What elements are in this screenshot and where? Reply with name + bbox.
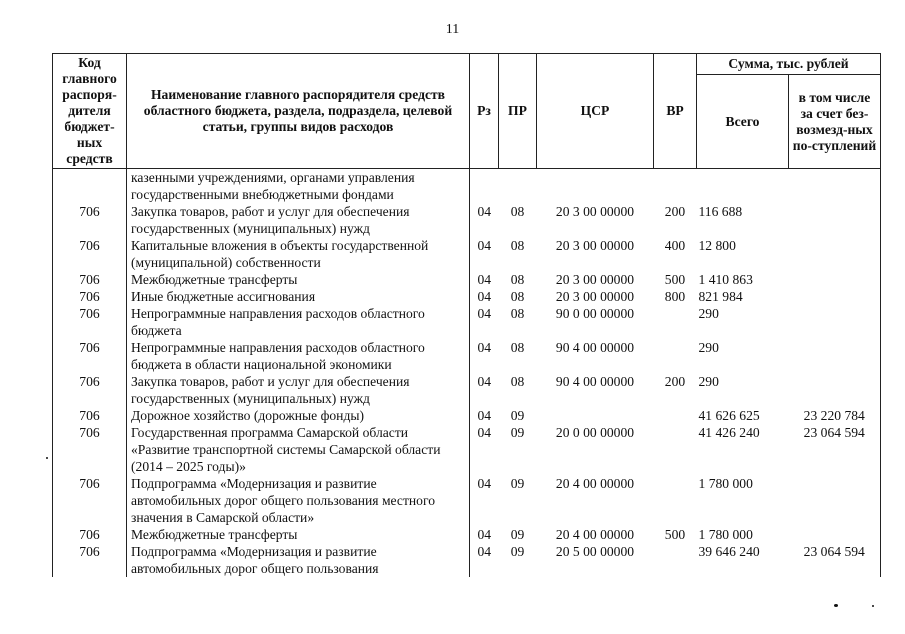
- cell-total: 290: [698, 340, 719, 355]
- cell-rz: 04: [477, 204, 492, 219]
- cell-csr: 20 4 00 00000: [555, 527, 635, 542]
- cell-rz: 04: [477, 306, 492, 321]
- table-row: [53, 288, 881, 305]
- cell-code: 706: [53, 543, 127, 577]
- table-row: [53, 373, 881, 407]
- cell-name: Закупка товаров, работ и услуг для обеспечения государственных (муниципальных) нужд: [127, 373, 470, 407]
- cell-free: [789, 305, 881, 339]
- cell-free: [789, 475, 881, 526]
- cell-pr: 08: [510, 238, 525, 253]
- table-row: [53, 339, 881, 373]
- table-row: [53, 271, 881, 288]
- header-sum: Сумма, тыс. рублей: [697, 54, 881, 75]
- cell-vr: [654, 407, 697, 424]
- cell-pr: 09: [510, 408, 525, 423]
- cell-total: 116 688: [698, 204, 743, 219]
- cell-total: [697, 169, 789, 204]
- cell-rz: 04: [477, 289, 492, 304]
- cell-vr: [654, 305, 697, 339]
- cell-free: [789, 237, 881, 271]
- cell-pr: 08: [510, 374, 525, 389]
- cell-pr: 09: [510, 425, 525, 440]
- cell-free: [789, 339, 881, 373]
- cell-code: 706: [53, 526, 127, 543]
- cell-code: 706: [53, 339, 127, 373]
- cell-rz: 04: [477, 425, 492, 440]
- table-header: [53, 54, 881, 169]
- cell-free: 23 220 784: [789, 407, 881, 424]
- cell-pr: 09: [510, 544, 525, 559]
- cell-vr: [654, 543, 697, 577]
- cell-rz: 04: [477, 544, 492, 559]
- cell-vr: 200: [664, 204, 686, 219]
- table-row: [53, 424, 881, 475]
- header-csr: ЦСР: [537, 54, 654, 169]
- cell-rz: 04: [477, 272, 492, 287]
- table-row: [53, 237, 881, 271]
- cell-total: 1 780 000: [698, 476, 753, 491]
- cell-csr: 20 3 00 00000: [555, 272, 635, 287]
- cell-total: 290: [698, 374, 719, 389]
- cell-csr: 20 3 00 00000: [555, 289, 635, 304]
- header-free: в том числе за счет без-возмезд-ных по-ступлений: [789, 75, 881, 169]
- cell-vr: 500: [664, 272, 686, 287]
- cell-total: 821 984: [698, 289, 743, 304]
- cell-pr: 08: [510, 204, 525, 219]
- cell-rz: [470, 169, 499, 204]
- table-row: [53, 169, 881, 204]
- cell-code: 706: [53, 424, 127, 475]
- cell-free: 23 064 594: [789, 424, 881, 475]
- header-total: Всего: [697, 75, 789, 169]
- table-body: [53, 169, 881, 578]
- cell-code: [53, 169, 127, 204]
- cell-vr: 500: [664, 527, 686, 542]
- cell-code: 706: [53, 237, 127, 271]
- cell-csr: 90 4 00 00000: [555, 374, 635, 389]
- scan-speck: [46, 457, 48, 459]
- cell-code: 706: [53, 373, 127, 407]
- table-row: [53, 543, 881, 577]
- cell-total: 290: [698, 306, 719, 321]
- cell-pr: 09: [510, 527, 525, 542]
- cell-code: 706: [53, 475, 127, 526]
- cell-csr: 20 5 00 00000: [555, 544, 635, 559]
- cell-name: Закупка товаров, работ и услуг для обеспечения государственных (муниципальных) нужд: [127, 203, 470, 237]
- cell-free: [789, 203, 881, 237]
- cell-pr: 09: [510, 476, 525, 491]
- cell-vr: [654, 339, 697, 373]
- cell-csr: 20 0 00 00000: [555, 425, 635, 440]
- cell-pr: 08: [510, 306, 525, 321]
- scan-speck: [872, 605, 874, 607]
- scan-speck: [834, 604, 838, 607]
- cell-total: 1 410 863: [698, 272, 753, 287]
- cell-free: [789, 288, 881, 305]
- cell-free: [789, 169, 881, 204]
- cell-name: Непрограммные направления расходов областного бюджета: [127, 305, 470, 339]
- cell-code: 706: [53, 203, 127, 237]
- cell-csr: 20 3 00 00000: [555, 204, 635, 219]
- cell-free: [789, 271, 881, 288]
- cell-pr: [499, 169, 537, 204]
- budget-table: [52, 53, 881, 577]
- cell-code: 706: [53, 305, 127, 339]
- cell-total: 39 646 240: [698, 544, 760, 559]
- cell-name: Межбюджетные трансферты: [127, 271, 470, 288]
- cell-total: 12 800: [698, 238, 736, 253]
- header-name: Наименование главного распорядителя средств областного бюджета, раздела, подраздела, целевой статьи, группы видов расходов: [127, 54, 470, 169]
- cell-code: 706: [53, 407, 127, 424]
- cell-csr: 90 0 00 00000: [555, 306, 635, 321]
- table-row: [53, 526, 881, 543]
- header-code: Код главного распоря-дителя бюджет-ных средств: [53, 54, 127, 169]
- cell-name: Иные бюджетные ассигнования: [127, 288, 470, 305]
- cell-free: [789, 373, 881, 407]
- header-pr: ПР: [499, 54, 537, 169]
- cell-rz: 04: [477, 408, 492, 423]
- cell-vr: 400: [664, 238, 686, 253]
- cell-name: Межбюджетные трансферты: [127, 526, 470, 543]
- table-row: [53, 475, 881, 526]
- cell-pr: 08: [510, 272, 525, 287]
- cell-free: 23 064 594: [789, 543, 881, 577]
- cell-name: Государственная программа Самарской области «Развитие транспортной системы Самарской области (2014 – 2025 годы)»: [127, 424, 470, 475]
- cell-name: Подпрограмма «Модернизация и развитие автомобильных дорог общего пользования: [127, 543, 470, 577]
- header-vr: ВР: [654, 54, 697, 169]
- cell-pr: 08: [510, 340, 525, 355]
- cell-code: 706: [53, 271, 127, 288]
- cell-name: Подпрограмма «Модернизация и развитие автомобильных дорог общего пользования местного значения в Самарской области»: [127, 475, 470, 526]
- cell-csr: 20 3 00 00000: [555, 238, 635, 253]
- page-number: 11: [445, 22, 460, 37]
- cell-total: 41 626 625: [698, 408, 760, 423]
- cell-name: Дорожное хозяйство (дорожные фонды): [127, 407, 470, 424]
- cell-rz: 04: [477, 476, 492, 491]
- cell-vr: [654, 475, 697, 526]
- cell-csr: 20 4 00 00000: [555, 476, 635, 491]
- cell-csr: [537, 169, 654, 204]
- cell-name: Капитальные вложения в объекты государственной (муниципальной) собственности: [127, 237, 470, 271]
- cell-csr: [537, 407, 654, 424]
- cell-total: 41 426 240: [698, 425, 760, 440]
- cell-vr: [654, 424, 697, 475]
- cell-rz: 04: [477, 238, 492, 253]
- cell-vr: [654, 169, 697, 204]
- header-rz: Рз: [470, 54, 499, 169]
- cell-free: [789, 526, 881, 543]
- table-row: [53, 203, 881, 237]
- cell-csr: 90 4 00 00000: [555, 340, 635, 355]
- cell-pr: 08: [510, 289, 525, 304]
- cell-name: Непрограммные направления расходов областного бюджета в области национальной экономики: [127, 339, 470, 373]
- cell-rz: 04: [477, 340, 492, 355]
- cell-rz: 04: [477, 374, 492, 389]
- cell-vr: 200: [664, 374, 686, 389]
- table-row: [53, 305, 881, 339]
- table-row: [53, 407, 881, 424]
- cell-vr: 800: [664, 289, 686, 304]
- cell-name: казенными учреждениями, органами управления государственными внебюджетными фондами: [127, 169, 470, 204]
- cell-code: 706: [53, 288, 127, 305]
- cell-rz: 04: [477, 527, 492, 542]
- cell-total: 1 780 000: [698, 527, 753, 542]
